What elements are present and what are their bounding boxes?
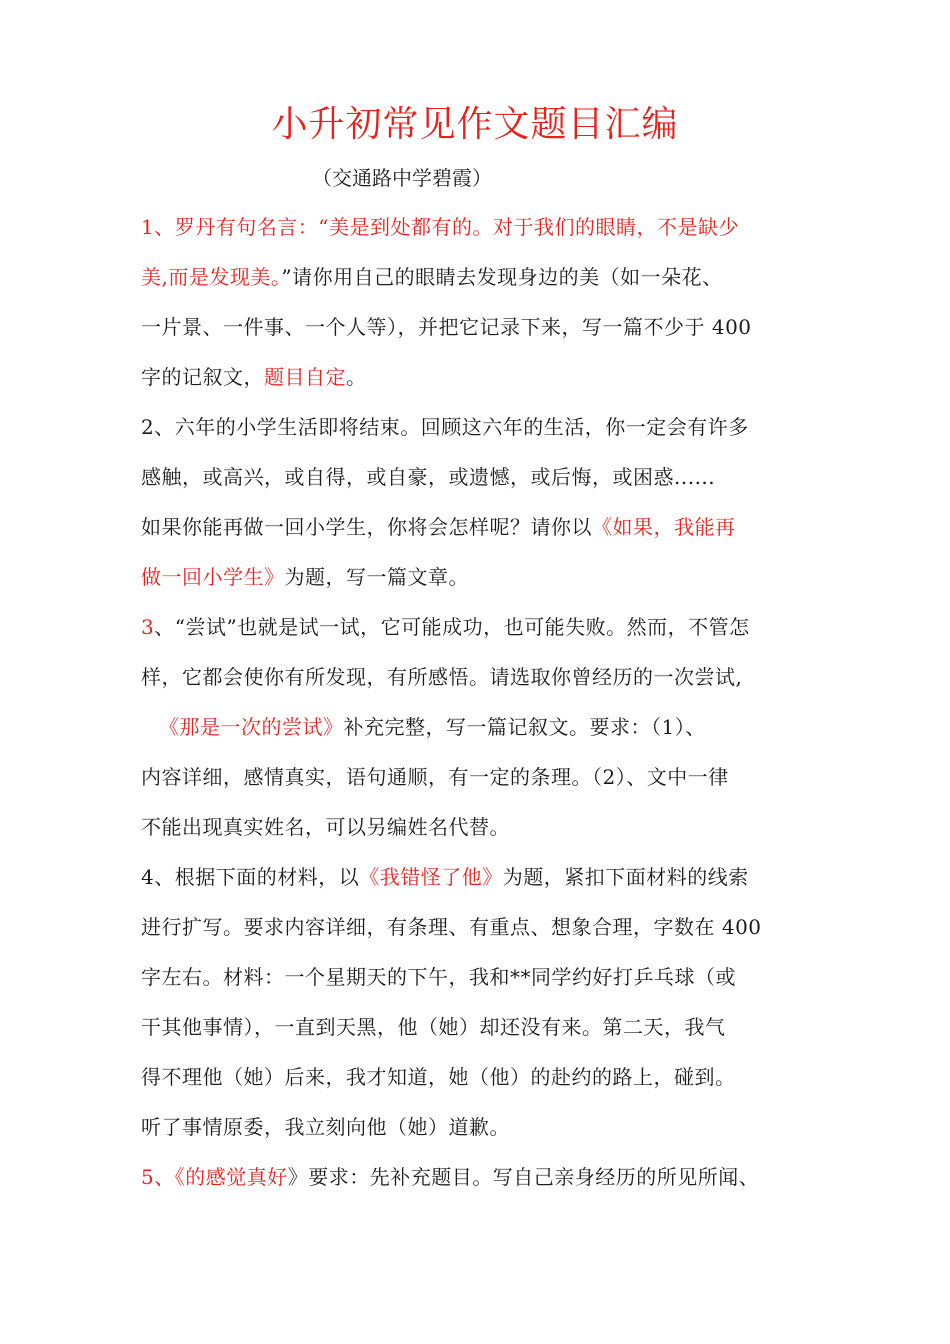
document-body <box>141 202 831 1202</box>
q1-line-4 <box>141 352 831 402</box>
page-title: 小升初常见作文题目汇编 <box>271 104 679 145</box>
q1-line-4-end: 。 <box>346 365 367 389</box>
q1-line-4-text: 字的记叙文， <box>141 365 264 389</box>
q2-title-part-2: 做一回小学生》 <box>141 565 285 589</box>
q3-line-3 <box>141 702 831 752</box>
q4-line-5: 得不理他（她）后来，我才知道，她（他）的赴约的路上，碰到。 <box>141 1065 736 1089</box>
q3-line-4: 内容详细，感情真实，语句通顺，有一定的条理。（2）、文中一律 <box>141 765 729 789</box>
q2-title-part-1: 《如果，我能再 <box>592 515 736 539</box>
q3-title: 《那是一次的尝试》 <box>159 715 344 739</box>
q1-line-2-text: ”请你用自己的眼睛去发现身边的美（如一朵花、 <box>281 265 723 289</box>
q4-line-2: 进行扩写。要求内容详细，有条理、有重点、想象合理，字数在 400 <box>141 915 762 939</box>
q1-line-2 <box>141 252 831 302</box>
q4-line-1-text: 4、根据下面的材料，以 <box>141 865 360 889</box>
q3-line-5: 不能出现真实姓名，可以另编姓名代替。 <box>141 815 510 839</box>
q4-line-4: 干其他事情），一直到天黑，他（她）却还没有来。第二天，我气 <box>141 1015 726 1039</box>
q1-line-3: 一片景、一件事、一个人等），并把它记录下来，写一篇不少于 400 <box>141 315 752 339</box>
q4-title: 《我错怪了他》 <box>359 865 503 889</box>
q1-quote-end: 美,而是发现美。 <box>141 265 282 289</box>
q3-line-1 <box>141 602 831 652</box>
q5-line-1 <box>141 1152 831 1202</box>
q2-line-4 <box>141 552 831 602</box>
q5-title: 《的感觉真好 <box>174 1165 288 1189</box>
q5-number: 5、 <box>141 1165 175 1189</box>
q2-line-1: 2、六年的小学生活即将结束。回顾这六年的生活，你一定会有许多 <box>141 415 749 439</box>
q2-line-3 <box>141 502 831 552</box>
q3-line-2: 样，它都会使你有所发现，有所感悟。请选取你曾经历的一次尝试, <box>141 665 743 689</box>
q3-line-1-text: 、“尝试”也就是试一试，它可能成功，也可能失败。然而，不管怎 <box>154 615 750 639</box>
q5-line-1-text: 》要求：先补充题目。写自己亲身经历的所见所闻、 <box>287 1165 760 1189</box>
q4-line-3: 字左右。材料：一个星期天的下午，我和**同学约好打乒乓球（或 <box>141 965 736 989</box>
q3-line-3-text: 补充完整，写一篇记叙文。要求：（1）、 <box>343 715 706 739</box>
q2-line-2: 感触，或高兴，或自得，或自豪，或遗憾，或后悔，或困惑...... <box>141 465 716 489</box>
q1-topic-free: 题目自定 <box>264 365 346 389</box>
q1-line-1: 1、罗丹有句名言：“美是到处都有的。对于我们的眼睛，不是缺少 <box>141 215 739 239</box>
q4-line-1-end: 为题，紧扣下面材料的线索 <box>502 865 749 889</box>
q4-line-6: 听了事情原委，我立刻向他（她）道歉。 <box>141 1115 510 1139</box>
page-subtitle: （交通路中学碧霞） <box>312 166 492 190</box>
q4-line-1 <box>141 852 831 902</box>
q2-line-3-text: 如果你能再做一回小学生，你将会怎样呢？请你以 <box>141 515 592 539</box>
q3-number: 3 <box>141 615 155 639</box>
q2-line-4-text: 为题，写一篇文章。 <box>284 565 469 589</box>
